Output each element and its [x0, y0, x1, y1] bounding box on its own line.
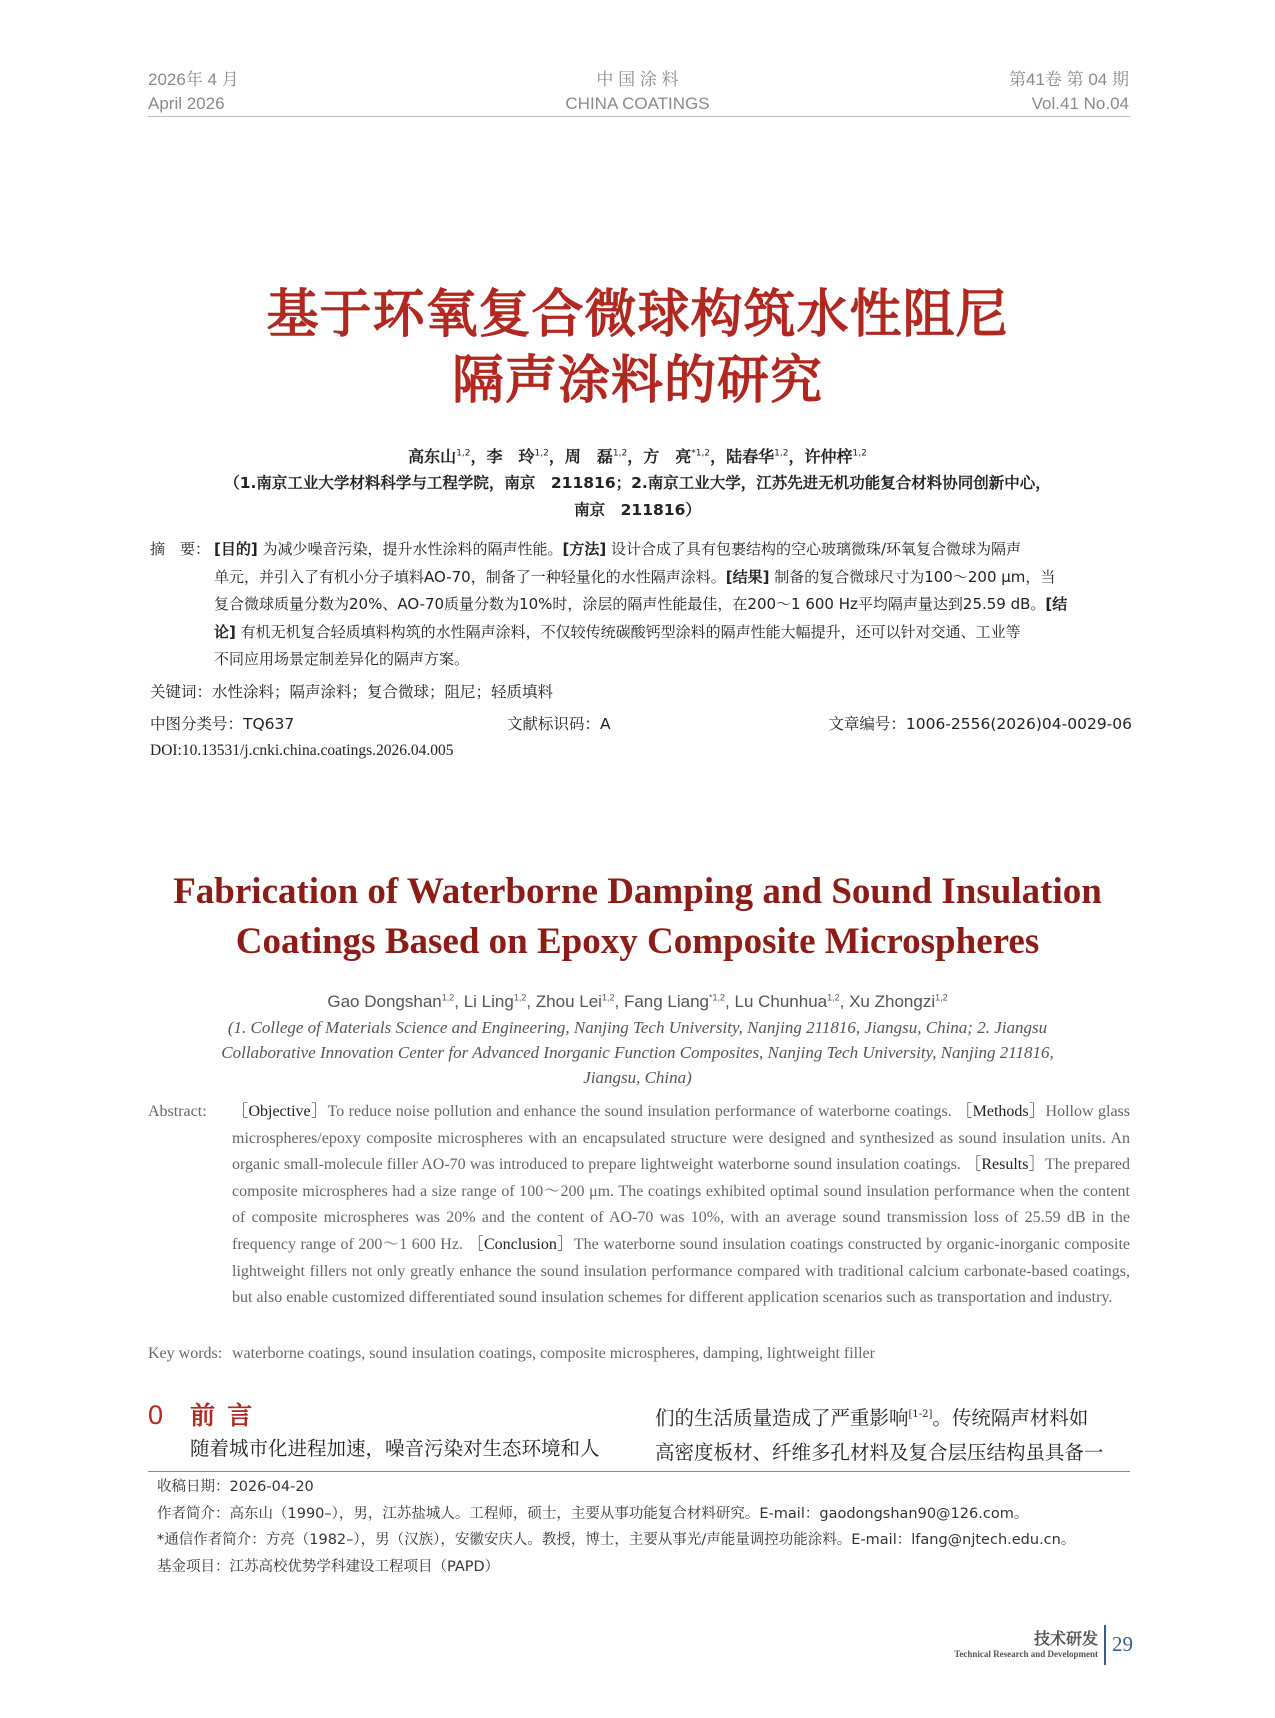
tag-conclusion: ［Conclusion］: [467, 1235, 574, 1253]
header-volume-cn: 第41卷 第 04 期: [1009, 70, 1129, 89]
author-en: Li Ling$^{1,2}$: [463, 992, 527, 1011]
header-date-cn: 2026年 4 月: [148, 70, 239, 89]
affiliation-en-line1: (1. College of Materials Science and Engineering, Nanjing Tech University, Nanjing 211816, Jiangsu, China; 2. Jiangsu: [227, 1018, 1048, 1037]
affiliation-en-line2: Collaborative Innovation Center for Advanced Inorganic Function Composites, Nanjing Tech University, Nanjing 211816,: [221, 1043, 1054, 1062]
body-right-line1: [655, 1398, 1130, 1436]
abstract-cn: [150, 536, 1135, 674]
abstract-cn-text: 制备的复合微球尺寸为100～200 μm，当: [769, 567, 1056, 586]
author-en-affil-mark: 1,2: [827, 992, 840, 1003]
affiliation-cn-line2: 南京 211816）: [574, 501, 701, 519]
keywords-en-text: waterborne coatings, sound insulation coatings, composite microspheres, damping, lightweight filler: [232, 1345, 875, 1362]
text-objective: To reduce noise pollution and enhance the sound insulation performance of waterborne coatings.: [327, 1103, 952, 1120]
footnote-author-bio: 作者简介：高东山（1990–），男，江苏盐城人。工程师，硕士，主要从事功能复合材料研究。E-mail：gaodongshan90@126.com。: [157, 1505, 1029, 1522]
author-cn: 高东山$^{1,2}$: [408, 447, 471, 466]
abstract-cn-text: 不同应用场景定制差异化的隔声方案。: [214, 650, 470, 668]
author-cn-affil-mark: 1,2: [774, 448, 789, 459]
footer-section: [954, 1626, 1098, 1659]
footer-divider: [1104, 1625, 1106, 1665]
abstract-cn-line: [214, 564, 1135, 592]
author-en: Lu Chunhua$^{1,2}$: [734, 992, 840, 1011]
section-title: 前言: [190, 1401, 265, 1430]
page-number: 29: [1112, 1632, 1133, 1656]
abstract-cn-line: [214, 591, 1135, 619]
authors-cn: 高东山$^{1,2}$，李 玲$^{1,2}$，周 磊$^{1,2}$，方 亮$^{*1,2}$，陆春华$^{1,2}$，许仲梓$^{1,2}$: [408, 447, 867, 466]
abstract-cn-tag: 论]: [214, 622, 236, 641]
abstract-cn-body: [150, 536, 1135, 674]
author-en-affil-mark: *1,2: [709, 992, 726, 1003]
abstract-cn-text: 单元，并引入了有机小分子填料AO-70，制备了一种轻量化的水性隔声涂料。: [214, 567, 726, 586]
footnote-corresponding: *通信作者简介：方亮（1982–），男（汉族），安徽安庆人。教授，博士，主要从事光/声能量调控功能涂料。E-mail：lfang@njtech.edu.cn。: [157, 1532, 1076, 1548]
document-code: 文献标识码：A: [507, 715, 611, 733]
article-number: 文章编号：1006-2556(2026)04-0029-06: [828, 715, 1132, 733]
text-methods: Hollow glass microspheres/epoxy composite microspheres with an encapsulated structure were designed and synthesized as sound insulation units. An organic small-molecule filler AO-70 was introduced to prepare lightweight waterborne sound insulation coatings.: [232, 1103, 1131, 1174]
author-cn: 方 亮$^{*1,2}$: [643, 447, 711, 466]
abstract-cn-text: 设计合成了具有包裹结构的空心玻璃微珠/环氧复合微球为隔声: [606, 540, 1022, 558]
tag-methods: ［Methods］: [956, 1103, 1046, 1120]
abstract-cn-tag: [方法]: [562, 540, 607, 558]
keywords-en: [148, 1345, 1130, 1363]
abstract-cn-line: [214, 536, 1135, 564]
header-journal-cn: 中 国 涂 料: [596, 70, 679, 89]
authors-en: Gao Dongshan$^{1,2}$, Li Ling$^{1,2}$, Zhou Lei$^{1,2}$, Fang Liang$^{*1,2}$, Lu Chunhua$^{1,2}$, Xu Zhongzi$^{1,2}$: [327, 992, 948, 1011]
abstract-en-body: [232, 1099, 1130, 1312]
text-results: The prepared composite microspheres had a size range of 100～200 μm. The coatings exhibited optimal sound insulation performance when the content of composite microspheres was 20% and the content of AO-70 was 10%, with an average sound transmission loss of 25.59 dB in the frequency range of 200～1 600 Hz.: [232, 1156, 1130, 1253]
abstract-cn-tag: [结果]: [725, 567, 770, 586]
author-cn: 陆春华$^{1,2}$: [726, 447, 789, 466]
abstract-cn-text: 复合微球质量分数为20%、AO-70质量分数为10%时，涂层的隔声性能最佳，在200～1 600 Hz平均隔声量达到25.59 dB。: [214, 595, 1046, 613]
author-en: Zhou Lei$^{1,2}$: [535, 992, 615, 1011]
abstract-en: [148, 1099, 1130, 1312]
affiliation-en: [170, 1015, 1105, 1090]
author-cn-affil-mark: 1,2: [852, 448, 867, 459]
author-cn-affil-mark: 1,2: [456, 448, 471, 459]
author-en: Xu Zhongzi$^{1,2}$: [849, 992, 948, 1011]
author-en-affil-mark: 1,2: [601, 992, 615, 1003]
body-right-line1-tail: 。传统隔声材料如: [932, 1406, 1089, 1430]
footnotes: [157, 1474, 1075, 1580]
doi: DOI:10.13531/j.cnki.china.coatings.2026.04.005: [150, 742, 454, 759]
affiliation-en-line3: Jiangsu, China): [583, 1068, 692, 1087]
title-en-line1: Fabrication of Waterborne Damping and Sound Insulation: [173, 871, 1102, 912]
body-right-column: [655, 1398, 1130, 1470]
body-left-line: 随着城市化进程加速，噪音污染对生态环境和人: [190, 1437, 600, 1460]
footnote-rule: [148, 1471, 1130, 1472]
abstract-cn-label: 摘 要：: [150, 540, 211, 558]
abstract-cn-line: [214, 619, 1135, 647]
title-cn-line1: 基于环氧复合微球构筑水性阻尼: [266, 285, 1009, 345]
header-volume: [1009, 68, 1129, 116]
footnote-received: 收稿日期：2026-04-20: [157, 1479, 314, 1495]
title-en-line2: Coatings Based on Epoxy Composite Microspheres: [235, 921, 1040, 962]
author-en: Fang Liang$^{*1,2}$: [623, 992, 726, 1011]
header-volume-en: Vol.41 No.04: [1031, 94, 1129, 113]
author-en-affil-mark: 1,2: [935, 992, 948, 1003]
author-cn-affil-mark: 1,2: [612, 448, 628, 459]
footnote-funding: 基金项目：江苏高校优势学科建设工程项目（PAPD）: [157, 1558, 500, 1575]
footer-section-en: Technical Research and Development: [954, 1649, 1098, 1659]
body-right-line1-text: 们的生活质量造成了严重影响: [655, 1406, 909, 1430]
citation-ref: [1-2]: [908, 1409, 933, 1420]
title-en: [0, 867, 1275, 967]
author-en-affil-mark: 1,2: [513, 992, 527, 1003]
affiliation-cn-line1: （1.南京工业大学材料科学与工程学院，南京 211816；2.南京工业大学，江苏先进无机功能复合材料协同创新中心，: [224, 474, 1051, 492]
abstract-cn-tag: [目的]: [214, 540, 258, 558]
abstract-cn-tag: [结: [1045, 595, 1068, 613]
author-cn: 李 玲$^{1,2}$: [486, 447, 549, 466]
affiliation-cn: [0, 470, 1275, 524]
author-cn: 周 磊$^{1,2}$: [564, 447, 628, 466]
author-en: Gao Dongshan$^{1,2}$: [327, 992, 455, 1011]
header-journal-en: CHINA COATINGS: [565, 94, 710, 113]
author-cn-affil-mark: *1,2: [691, 448, 711, 459]
author-cn: 许仲梓$^{1,2}$: [804, 447, 867, 466]
keywords-en-label: Key words:: [148, 1345, 223, 1362]
tag-results: ［Results］: [965, 1156, 1045, 1174]
header-rule: [148, 116, 1130, 117]
text-conclusion: The waterborne sound insulation coatings constructed by organic-inorganic composite lightweight fillers not only greatly enhance the sound insulation performance compared with traditional calcium carbonate-based coatings, but also enable customized differentiated sound insulation schemes for different application scenarios such as transportation and industry.: [232, 1235, 1130, 1307]
author-cn-affil-mark: 1,2: [534, 448, 549, 459]
abstract-cn-text: 为减少噪音污染，提升水性涂料的隔声性能。: [257, 540, 563, 558]
abstract-en-label: Abstract:: [148, 1103, 207, 1120]
footer-section-cn: 技术研发: [1033, 1629, 1098, 1648]
author-en-affil-mark: 1,2: [441, 992, 455, 1003]
abstract-cn-line: [214, 646, 1135, 674]
header-date-en: April 2026: [148, 94, 225, 113]
body-right-line2: 高密度板材、纤维多孔材料及复合层压结构虽具备一: [655, 1440, 1104, 1464]
keywords-cn: 关键词：水性涂料；隔声涂料；复合微球；阻尼；轻质填料: [150, 683, 554, 701]
title-cn: [0, 282, 1275, 414]
section-heading: [148, 1396, 264, 1432]
tag-objective: ［Objective］: [232, 1103, 328, 1120]
clc-number: 中图分类号：TQ637: [150, 715, 295, 733]
abstract-cn-text: 有机无机复合轻质填料构筑的水性隔声涂料，不仅较传统碳酸钙型涂料的隔声性能大幅提升，还可以针对交通、工业等: [235, 622, 1021, 641]
section-number: 0: [148, 1400, 164, 1430]
title-cn-line2: 隔声涂料的研究: [451, 351, 823, 411]
